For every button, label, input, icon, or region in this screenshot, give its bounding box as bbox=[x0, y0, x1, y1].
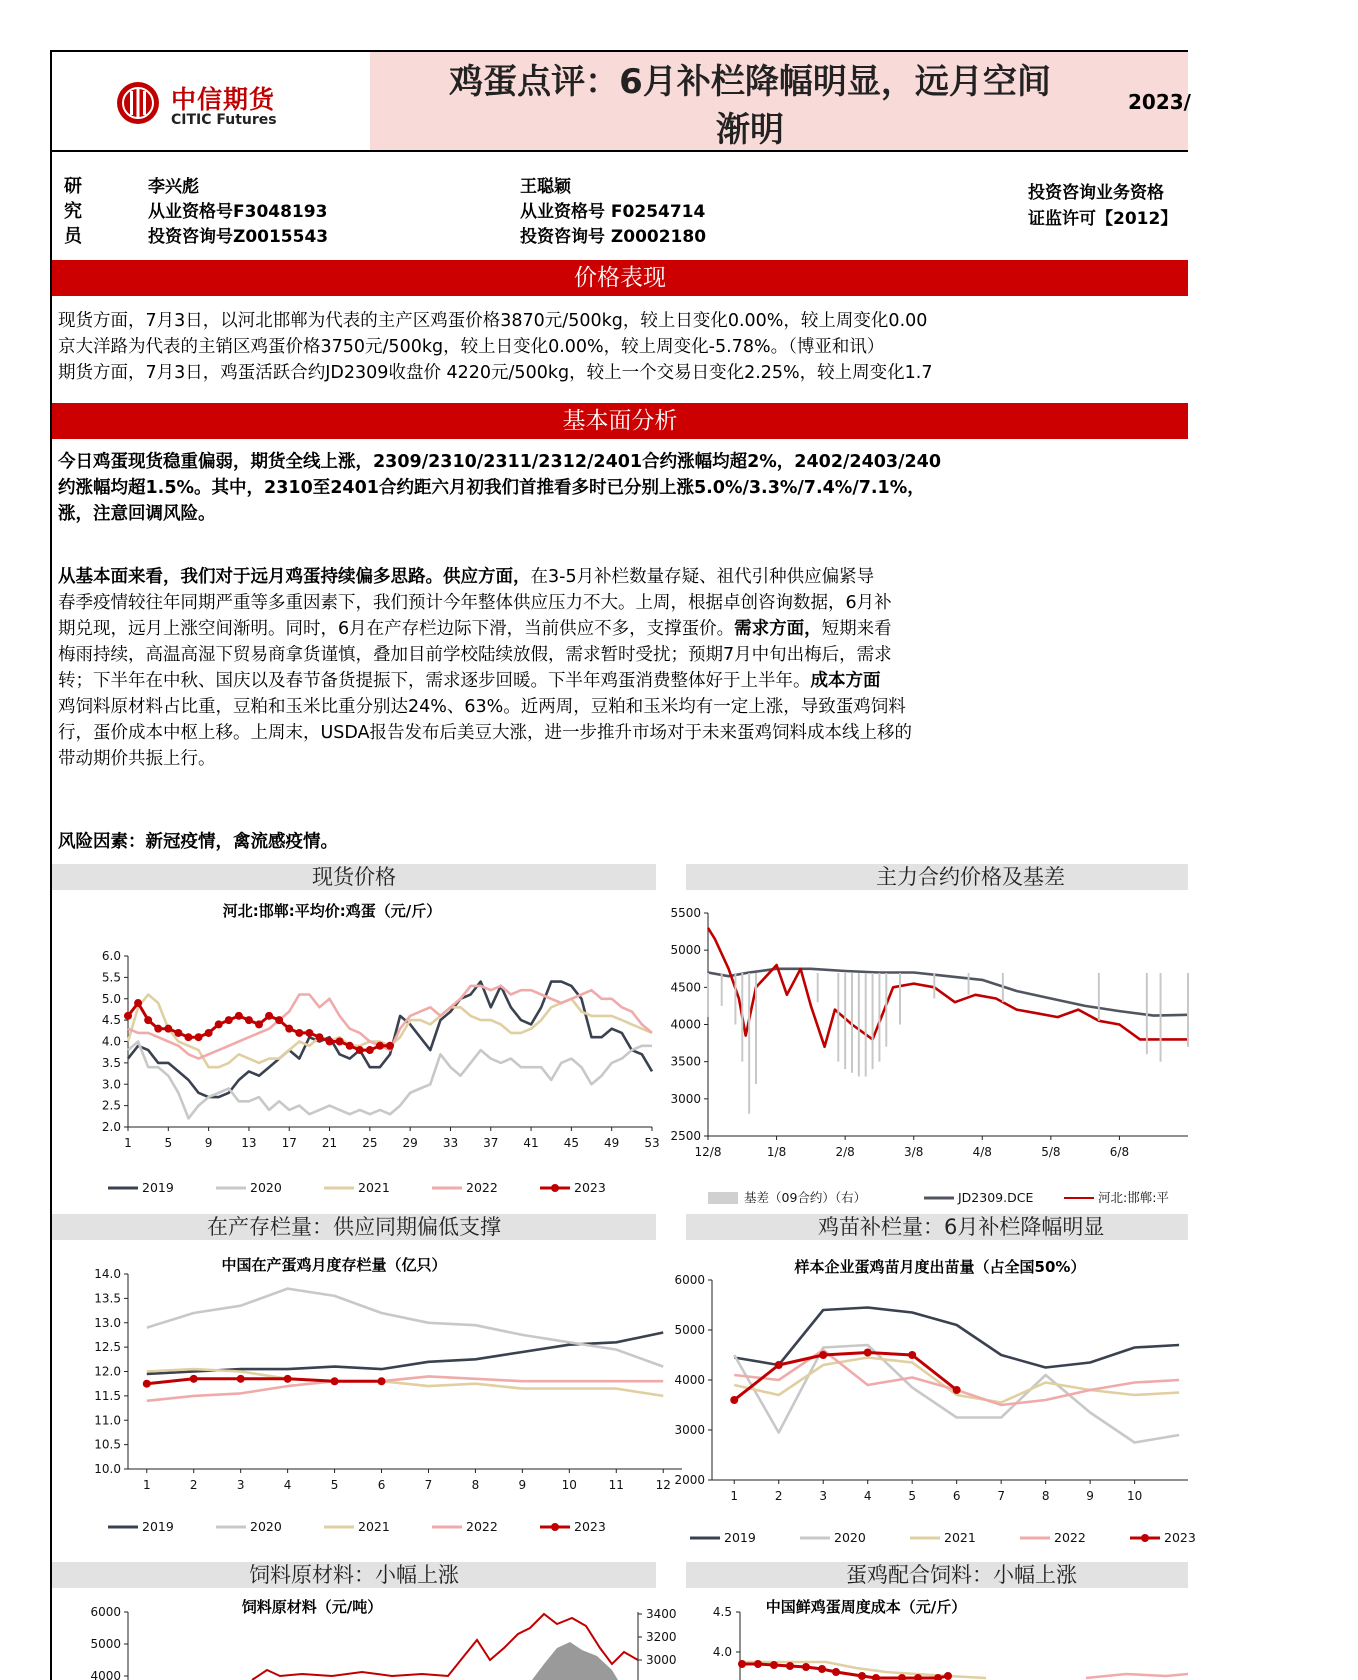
series-point-2023 bbox=[730, 1396, 738, 1404]
researcher-label-3: 员 bbox=[64, 226, 82, 247]
series-point-2023 bbox=[953, 1386, 961, 1394]
risk-factors: 风险因素：新冠疫情，禽流感疫情。 bbox=[58, 832, 338, 852]
series-point-2023 bbox=[356, 1046, 364, 1054]
series-point-2023 bbox=[245, 1016, 253, 1024]
fundamental-p1-line: 涨，注意回调风险。 bbox=[58, 504, 216, 524]
x-tick-label: 3/8 bbox=[904, 1145, 924, 1159]
y-tick-label: 3.0 bbox=[101, 1077, 121, 1092]
legend-label: 2022 bbox=[1054, 1530, 1086, 1545]
panel-heading-text: 主力合约价格及基差 bbox=[876, 865, 1065, 889]
series-point-2023 bbox=[255, 1020, 263, 1028]
p2-text: 转；下半年在中秋、国庆以及春节备货提振下，需求逐步回暖。下半年鸡蛋消费整体好于上半年。 bbox=[58, 671, 811, 691]
series-point-2023 bbox=[174, 1029, 182, 1037]
series-point-2023 bbox=[864, 1349, 872, 1357]
x-tick-label: 25 bbox=[362, 1136, 378, 1150]
x-tick-label: 7 bbox=[997, 1489, 1005, 1503]
series-line-河北:邯郸:平 bbox=[708, 928, 1188, 1047]
p2-text: 期兑现，远月上涨空间渐明。同时，6月在产存栏边际下滑，当前供应不多，支撑蛋价。 bbox=[58, 619, 735, 639]
price-paragraph bbox=[58, 308, 1358, 386]
x-tick-label: 1 bbox=[142, 1478, 151, 1492]
chart-spot-price bbox=[52, 892, 660, 1212]
y-tick-label: 6000 bbox=[674, 1273, 705, 1287]
chart-feed-raw-materials bbox=[52, 1590, 677, 1680]
chart-main-contract-basis bbox=[670, 892, 1188, 1212]
series-point-2023 bbox=[908, 1351, 916, 1359]
y-tick-label: 6.0 bbox=[101, 949, 121, 963]
legend-label: 2020 bbox=[250, 1180, 282, 1195]
x-tick-label: 9 bbox=[518, 1478, 527, 1492]
license-line-1: 投资咨询业务资格 bbox=[1028, 183, 1164, 203]
series-point-2023 bbox=[295, 1029, 303, 1037]
x-tick-label: 4 bbox=[283, 1478, 292, 1492]
y-tick-label: 12.5 bbox=[94, 1340, 121, 1355]
y-tick-label: 12.0 bbox=[94, 1364, 121, 1379]
y-tick-label: 2.5 bbox=[101, 1098, 121, 1113]
series-point-2023 bbox=[275, 1016, 283, 1024]
report-date: 2023/ bbox=[1128, 90, 1191, 114]
y-tick-label: 3400 bbox=[646, 1607, 677, 1621]
panel-heading: 饲料原材料：小幅上涨 bbox=[52, 1562, 656, 1588]
y-tick-label: 5.5 bbox=[101, 970, 121, 985]
legend-label: 2021 bbox=[358, 1180, 390, 1195]
researcher-1-inv: 投资咨询号Z0015543 bbox=[148, 227, 329, 247]
legend-marker bbox=[1141, 1534, 1149, 1542]
series-point-2023 bbox=[386, 1042, 394, 1050]
y-tick-label: 2000 bbox=[674, 1473, 705, 1487]
fundamental-p2-line: 行，蛋价成本中枢上移。上周末，USDA报告发布后美豆大涨，进一步推升市场对于未来蛋鸡饲料成本线上移的 bbox=[58, 723, 913, 743]
fundamental-p2-line: 春季疫情较往年同期严重等多重因素下，我们预计今年整体供应压力不大。上周，根据卓创咨询数据，6月补 bbox=[58, 593, 892, 613]
price-line: 现货方面，7月3日，以河北邯郸为代表的主产区鸡蛋价格3870元/500kg，较上日变化0.00%，较上周变化0.00 bbox=[58, 311, 928, 331]
fundamental-p2-line bbox=[58, 668, 1358, 694]
researcher-1-qual: 从业资格号F3048193 bbox=[148, 202, 328, 222]
logo-english-name: CITIC Futures bbox=[171, 112, 277, 128]
x-tick-label: 5 bbox=[908, 1489, 917, 1503]
fundamental-p2-line: 鸡饲料原材料占比重，豆粕和玉米比重分别达24%、63%。近两周，豆粕和玉米均有一定上涨，导致蛋鸡饲料 bbox=[58, 697, 906, 717]
y-tick-label: 3200 bbox=[646, 1630, 677, 1644]
y-tick-label: 3500 bbox=[670, 1054, 701, 1069]
x-tick-label: 6 bbox=[952, 1489, 961, 1503]
panel-heading bbox=[686, 1214, 1188, 1240]
series-point-2023 bbox=[315, 1033, 323, 1041]
series-point-2023 bbox=[284, 1375, 292, 1383]
section-heading-fundamental: 基本面分析 bbox=[52, 403, 1188, 439]
series-point-2023 bbox=[164, 1025, 172, 1033]
panel-heading bbox=[686, 1562, 1188, 1588]
x-tick-label: 1/8 bbox=[766, 1145, 787, 1159]
series-point-2023 bbox=[326, 1038, 334, 1046]
y-tick-label: 4.5 bbox=[101, 1013, 121, 1028]
x-tick-label: 13 bbox=[241, 1136, 257, 1150]
area-series bbox=[532, 1642, 618, 1680]
series-point-2023 bbox=[818, 1665, 826, 1673]
x-tick-label: 1 bbox=[730, 1489, 739, 1503]
legend-label: 2019 bbox=[142, 1180, 174, 1195]
chart-title: 饲料原材料（元/吨） bbox=[241, 1598, 383, 1616]
x-tick-label: 29 bbox=[402, 1136, 418, 1150]
x-tick-label: 3 bbox=[819, 1489, 828, 1503]
chart-title: 样本企业蛋鸡苗月度出苗量（占全国50%） bbox=[794, 1258, 1086, 1276]
researcher-2-inv: 投资咨询号 Z0002180 bbox=[520, 227, 707, 247]
legend-label: 2021 bbox=[944, 1530, 976, 1545]
series-point-2023 bbox=[336, 1038, 344, 1046]
license-line-2: 证监许可【2012】 bbox=[1028, 209, 1178, 229]
series-point-2023 bbox=[376, 1042, 384, 1050]
x-tick-label: 6/8 bbox=[1109, 1145, 1130, 1159]
y-tick-label: 5000 bbox=[674, 1323, 705, 1337]
logo-chinese-name: 中信期货 bbox=[171, 85, 276, 114]
panel-heading: 在产存栏量：供应同期偏低支撑 bbox=[52, 1214, 656, 1240]
legend-label: 2022 bbox=[466, 1519, 498, 1534]
series-line-2023 bbox=[147, 1379, 382, 1384]
y-tick-label: 4000 bbox=[90, 1669, 121, 1680]
fundamental-p2-line bbox=[58, 564, 1358, 590]
y-tick-label: 13.0 bbox=[94, 1315, 121, 1330]
chart-egg-cost bbox=[686, 1590, 1188, 1680]
fundamental-p1-line: 今日鸡蛋现货稳重偏弱，期货全线上涨，2309/2310/2311/2312/2401合约涨幅均超2%，2402/2403/240 bbox=[58, 452, 942, 472]
x-tick-label: 45 bbox=[563, 1136, 580, 1150]
series-line-2020 bbox=[147, 1289, 663, 1367]
chart-chick-replenishment bbox=[674, 1242, 1196, 1560]
series-point-2023 bbox=[832, 1668, 840, 1676]
legend-label: 2019 bbox=[142, 1519, 174, 1534]
x-tick-label: 5/8 bbox=[1041, 1145, 1061, 1159]
p2-bold-cost: 成本方面 bbox=[810, 671, 881, 691]
series-point-2023 bbox=[378, 1377, 386, 1385]
legend-label: JD2309.DCE bbox=[958, 1190, 1034, 1205]
researcher-2-qual: 从业资格号 F0254714 bbox=[520, 202, 706, 222]
legend-marker bbox=[551, 1184, 559, 1192]
series-line-2022 bbox=[734, 1350, 1179, 1405]
y-tick-label: 4000 bbox=[670, 1017, 701, 1032]
chart-title: 中国鲜鸡蛋周度成本（元/斤） bbox=[765, 1598, 967, 1616]
section-heading-price: 价格表现 bbox=[52, 260, 1188, 296]
series-point-2023 bbox=[738, 1660, 746, 1668]
x-tick-label: 1 bbox=[124, 1136, 132, 1150]
y-tick-label: 3000 bbox=[646, 1653, 677, 1667]
series-point-2023 bbox=[215, 1020, 223, 1028]
citic-logo-icon bbox=[115, 80, 161, 126]
p2-text: 在3-5月补栏数量存疑、祖代引种供应偏紧导 bbox=[530, 567, 875, 587]
series-point-2023 bbox=[144, 1016, 152, 1024]
series-point-2023 bbox=[134, 999, 142, 1007]
x-tick-label: 10 bbox=[1126, 1489, 1143, 1503]
title-line-1: 鸡蛋点评：6月补栏降幅明显，远月空间 bbox=[449, 62, 1051, 102]
y-tick-label: 5500 bbox=[670, 906, 701, 920]
chart-title: 中国在产蛋鸡月度存栏量（亿只） bbox=[221, 1256, 447, 1274]
legend-label: 2021 bbox=[358, 1519, 390, 1534]
series-point-2023 bbox=[775, 1361, 783, 1369]
series-line-2022 bbox=[1086, 1674, 1188, 1678]
series-point-2023 bbox=[770, 1661, 778, 1669]
series-point-2023 bbox=[754, 1660, 762, 1668]
series-point-2023 bbox=[819, 1351, 827, 1359]
series-point-2023 bbox=[190, 1375, 198, 1383]
series-point-2023 bbox=[205, 1029, 213, 1037]
legend-label: 2020 bbox=[250, 1519, 282, 1534]
y-tick-label: 3.5 bbox=[101, 1055, 121, 1070]
x-tick-label: 2/8 bbox=[835, 1145, 855, 1159]
y-tick-label: 2500 bbox=[670, 1129, 701, 1143]
legend-label: 2023 bbox=[574, 1519, 606, 1534]
page-title bbox=[370, 58, 1130, 154]
series-point-2023 bbox=[154, 1025, 162, 1033]
x-tick-label: 8 bbox=[471, 1478, 480, 1492]
y-tick-label: 5.0 bbox=[101, 991, 121, 1006]
series-point-2023 bbox=[346, 1042, 354, 1050]
x-tick-label: 9 bbox=[1086, 1489, 1094, 1503]
chart-title: 河北:邯郸:平均价:鸡蛋（元/斤） bbox=[222, 902, 442, 920]
fundamental-paragraph-2 bbox=[58, 564, 1358, 772]
x-tick-label: 3 bbox=[236, 1478, 245, 1492]
series-point-2023 bbox=[898, 1674, 906, 1680]
series-point-2023 bbox=[237, 1375, 245, 1383]
x-tick-label: 9 bbox=[204, 1136, 213, 1150]
title-line-2: 渐明 bbox=[716, 110, 784, 150]
series-point-2023 bbox=[944, 1672, 952, 1680]
x-tick-label: 12 bbox=[655, 1478, 671, 1492]
series-point-2023 bbox=[872, 1674, 880, 1680]
series-point-2023 bbox=[225, 1016, 233, 1024]
x-tick-label: 7 bbox=[424, 1478, 433, 1492]
x-tick-label: 49 bbox=[604, 1136, 620, 1150]
y-tick-label: 6000 bbox=[90, 1605, 121, 1619]
citic-logo bbox=[115, 74, 295, 134]
price-line: 京大洋路为代表的主销区鸡蛋价格3750元/500kg，较上日变化0.00%，较上周变化-5.78%。（博亚和讯） bbox=[58, 337, 885, 357]
fundamental-p2-line bbox=[58, 616, 1358, 642]
y-tick-label: 4.0 bbox=[712, 1645, 732, 1659]
series-point-2023 bbox=[195, 1033, 203, 1041]
y-tick-label: 10.0 bbox=[94, 1462, 121, 1476]
legend-marker bbox=[551, 1523, 559, 1531]
series-point-2023 bbox=[858, 1672, 866, 1680]
series-point-2023 bbox=[184, 1033, 192, 1041]
chart-layer-inventory bbox=[52, 1242, 671, 1560]
y-tick-label: 4500 bbox=[670, 980, 701, 995]
x-tick-label: 53 bbox=[644, 1136, 660, 1150]
y-tick-label: 4000 bbox=[674, 1373, 705, 1387]
x-tick-label: 17 bbox=[281, 1136, 297, 1150]
series-point-2023 bbox=[124, 1012, 132, 1020]
x-tick-label: 37 bbox=[483, 1136, 499, 1150]
panel-heading-text: 蛋鸡配合饲料：小幅上涨 bbox=[846, 1563, 1077, 1587]
series-point-2023 bbox=[235, 1012, 243, 1020]
series-line-2019 bbox=[147, 1333, 663, 1374]
price-line: 期货方面，7月3日，鸡蛋活跃合约JD2309收盘价 4220元/500kg，较上一个交易日变化2.25%，较上周变化1.7 bbox=[58, 363, 933, 383]
researcher-2-name: 王聪颖 bbox=[520, 177, 571, 197]
legend-label: 河北:邯郸:平 bbox=[1098, 1190, 1169, 1205]
panel-heading bbox=[686, 864, 1188, 890]
y-tick-label: 13.5 bbox=[94, 1291, 121, 1306]
y-tick-label: 11.5 bbox=[94, 1388, 121, 1403]
series-point-2023 bbox=[366, 1046, 374, 1054]
x-tick-label: 4/8 bbox=[972, 1145, 992, 1159]
y-tick-label: 2.0 bbox=[101, 1120, 121, 1134]
y-tick-label: 4.5 bbox=[712, 1605, 732, 1619]
legend-label: 2022 bbox=[466, 1180, 498, 1195]
y-tick-label: 3000 bbox=[674, 1423, 705, 1437]
y-tick-label: 11.0 bbox=[94, 1413, 121, 1428]
p2-text: 短期来看 bbox=[821, 619, 892, 639]
x-tick-label: 11 bbox=[608, 1478, 624, 1492]
x-tick-label: 5 bbox=[164, 1136, 173, 1150]
series-point-2023 bbox=[331, 1377, 339, 1385]
legend-label: 2023 bbox=[574, 1180, 606, 1195]
fundamental-paragraph-1 bbox=[58, 449, 1358, 527]
x-tick-label: 2 bbox=[189, 1478, 198, 1492]
y-tick-label: 5000 bbox=[670, 943, 701, 958]
p2-bold-demand: 需求方面， bbox=[734, 619, 822, 639]
panel-heading: 现货价格 bbox=[52, 864, 656, 890]
fundamental-p2-line: 带动期价共振上行。 bbox=[58, 749, 216, 769]
series-point-2023 bbox=[265, 1012, 273, 1020]
x-tick-label: 10 bbox=[561, 1478, 577, 1492]
fundamental-p2-line: 梅雨持续，高温高湿下贸易商拿货谨慎，叠加目前学校陆续放假，需求暂时受扰；预期7月中旬出梅后，需求 bbox=[58, 645, 892, 665]
x-tick-label: 33 bbox=[442, 1136, 459, 1150]
panel-heading-text: 鸡苗补栏量：6月补栏降幅明显 bbox=[818, 1215, 1105, 1239]
x-tick-label: 41 bbox=[523, 1136, 539, 1150]
legend-label: 2020 bbox=[834, 1530, 866, 1545]
researcher-1-name: 李兴彪 bbox=[148, 177, 199, 197]
y-tick-label: 14.0 bbox=[94, 1267, 121, 1281]
researcher-label-1: 研 bbox=[64, 176, 82, 197]
x-tick-label: 6 bbox=[377, 1478, 386, 1492]
x-tick-label: 5 bbox=[330, 1478, 339, 1492]
x-tick-label: 8 bbox=[1041, 1489, 1050, 1503]
y-tick-label: 4.0 bbox=[101, 1034, 121, 1049]
y-tick-label: 5000 bbox=[90, 1637, 121, 1651]
legend-swatch bbox=[708, 1192, 738, 1204]
series-point-2023 bbox=[305, 1029, 313, 1037]
fundamental-p1-line: 约涨幅均超1.5%。其中，2310至2401合约距六月初我们首推看多时已分别上涨5.0%/3.3%/7.4%/7.1%， bbox=[58, 478, 925, 498]
series-point-2023 bbox=[143, 1380, 151, 1388]
title-box bbox=[370, 52, 1191, 150]
series-point-2023 bbox=[786, 1662, 794, 1670]
series-point-2023 bbox=[802, 1663, 810, 1671]
legend-label: 2023 bbox=[1164, 1530, 1196, 1545]
y-tick-label: 3000 bbox=[670, 1091, 701, 1106]
researcher-label-2: 究 bbox=[64, 201, 82, 222]
legend-label: 基差（09合约）（右） bbox=[744, 1190, 867, 1205]
p2-bold-lead: 从基本面来看，我们对于远月鸡蛋持续偏多思路。供应方面， bbox=[58, 567, 531, 587]
x-tick-label: 21 bbox=[321, 1136, 338, 1150]
series-point-2023 bbox=[285, 1025, 293, 1033]
x-tick-label: 2 bbox=[774, 1489, 783, 1503]
x-tick-label: 12/8 bbox=[694, 1145, 722, 1159]
legend-label: 2019 bbox=[724, 1530, 756, 1545]
x-tick-label: 4 bbox=[863, 1489, 872, 1503]
y-tick-label: 10.5 bbox=[94, 1437, 121, 1452]
